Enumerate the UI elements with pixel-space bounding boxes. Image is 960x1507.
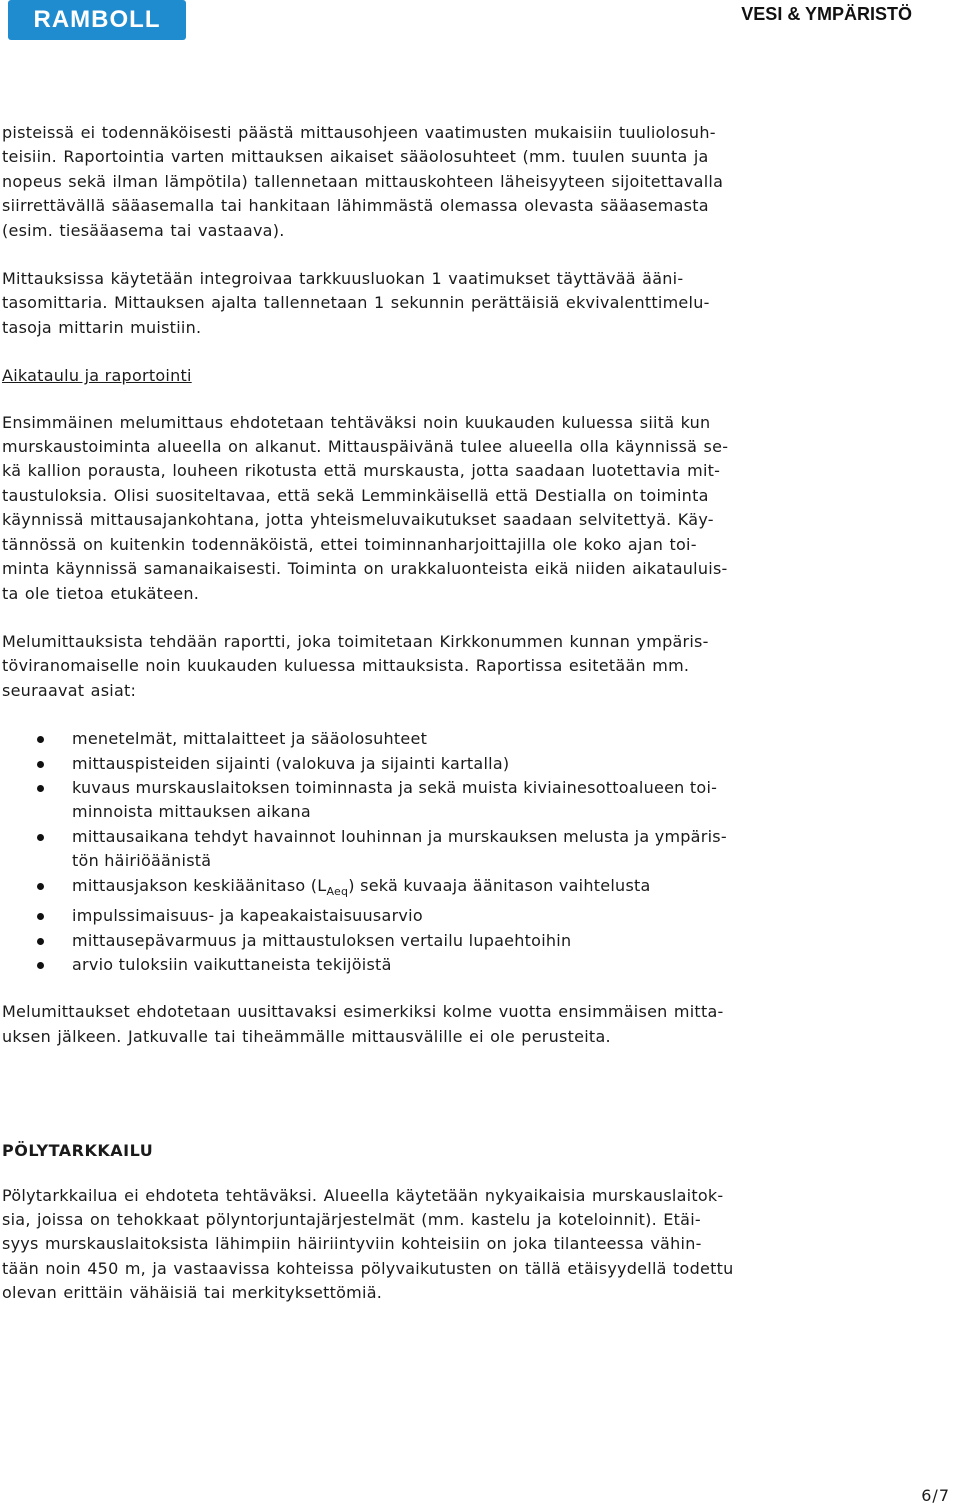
text-line: syys murskauslaitoksista lähimpiin häiriintyviin kohteisiin on joka tilanteessa vähin- bbox=[2, 1234, 702, 1254]
text-line: teisiin. Raportointia varten mittauksen aikaiset sääolosuhteet (mm. tuulen suunta ja bbox=[2, 147, 709, 167]
ramboll-logo: RAMBOLL bbox=[8, 0, 186, 40]
paragraph-report bbox=[2, 630, 875, 703]
text-line: Pölytarkkailua ei ehdoteta tehtäväksi. Alueella käytetään nykyaikaisia murskauslaitok- bbox=[2, 1185, 724, 1205]
paragraph-repeat bbox=[2, 1000, 875, 1049]
department-label: VESI & YMPÄRISTÖ bbox=[741, 4, 912, 24]
section-spacer bbox=[2, 1073, 875, 1139]
paragraph-weather bbox=[2, 121, 875, 243]
text-line: (esim. tiesääasema tai vastaava). bbox=[2, 220, 285, 240]
text-line: nopeus sekä ilman lämpötila) tallennetaan mittauskohteen läheisyyteen sijoitettavalla bbox=[2, 171, 724, 191]
list-item: mittauspisteiden sijainti (valokuva ja sijainti kartalla) bbox=[2, 752, 875, 776]
text-line: taustuloksia. Olisi suositeltavaa, että sekä Lemminkäisellä että Destialla on toiminta bbox=[2, 485, 709, 505]
report-contents-list bbox=[2, 727, 875, 977]
text-line: minta käynnissä samanaikaisesti. Toiminta on urakkaluonteista eikä niiden aikatauluis- bbox=[2, 559, 728, 579]
text-line: olevan erittäin vähäisiä tai merkityksettömiä. bbox=[2, 1283, 383, 1303]
list-item: mittausaikana tehdyt havainnot louhinnan ja murskauksen melusta ja ympäris- tön häiriöäänistä bbox=[2, 825, 875, 874]
text-line: Melumittaukset ehdotetaan uusittavaksi esimerkiksi kolme vuotta ensimmäisen mitta- bbox=[2, 1002, 724, 1022]
text-line: tasoja mittarin muistiin. bbox=[2, 317, 202, 337]
text-line: Mittauksissa käytetään integroivaa tarkkuusluokan 1 vaatimukset täyttävää ääni- bbox=[2, 269, 684, 289]
list-item: mittausepävarmuus ja mittaustuloksen vertailu lupaehtoihin bbox=[2, 929, 875, 953]
text-line: tännössä on kuitenkin todennäköistä, ettei toiminnanharjoittajilla ole koko ajan toi- bbox=[2, 534, 697, 554]
heading-schedule: Aikataulu ja raportointi bbox=[2, 366, 192, 386]
text-line: kä kallion porausta, louheen rikotusta että murskausta, jotta saadaan luotettavia mit- bbox=[2, 461, 721, 481]
list-item: kuvaus murskauslaitoksen toiminnasta ja sekä muista kiviainesottoalueen toi- minnoista mittauksen aikana bbox=[2, 776, 875, 825]
list-item: impulssimaisuus- ja kapeakaistaisuusarvio bbox=[2, 904, 875, 928]
list-item: arvio tuloksiin vaikuttaneista tekijöistä bbox=[2, 953, 875, 977]
text-line: seuraavat asiat: bbox=[2, 680, 137, 700]
list-item: menetelmät, mittalaitteet ja sääolosuhteet bbox=[2, 727, 875, 751]
text-line: tasomittaria. Mittauksen ajalta tallennetaan 1 sekunnin perättäisiä ekvivalenttimelu- bbox=[2, 293, 710, 313]
text-line: Melumittauksista tehdään raportti, joka toimitetaan Kirkkonummen kunnan ympäris- bbox=[2, 631, 709, 651]
page-number: 6/7 bbox=[921, 1486, 950, 1505]
paragraph-dust bbox=[2, 1184, 875, 1306]
text-line: uksen jälkeen. Jatkuvalle tai tiheämmälle mittausvälille ei ole perusteita. bbox=[2, 1026, 611, 1046]
text-line: siirrettävällä sääasemalla tai hankitaan lähimmästä olemassa olevasta sääasemasta bbox=[2, 196, 709, 216]
text-line: käynnissä mittausajankohtana, jotta yhteismeluvaikutukset saadaan selvitettyä. Käy- bbox=[2, 510, 714, 530]
text-line: sia, joissa on tehokkaat pölyntorjuntajärjestelmät (mm. kastelu ja koteloinnit). Etäi- bbox=[2, 1210, 701, 1229]
text-line: tään noin 450 m, ja vastaavissa kohteissa pölyvaikutusten on tällä etäisyydellä todettu bbox=[2, 1258, 734, 1278]
paragraph-schedule bbox=[2, 411, 875, 606]
paragraph-meter bbox=[2, 267, 875, 340]
text-line: pisteissä ei todennäköisesti päästä mittausohjeen vaatimusten mukaisiin tuuliolosuh- bbox=[2, 123, 716, 142]
heading-dust: PÖLYTARKKAILU bbox=[2, 1141, 154, 1161]
text-line: Ensimmäinen melumittaus ehdotetaan tehtäväksi noin kuukauden kuluessa siitä kun bbox=[2, 412, 711, 432]
text-line: ta ole tietoa etukäteen. bbox=[2, 583, 200, 603]
text-line: murskaustoiminta alueella on alkanut. Mittauspäivänä tulee alueella olla käynnissä se- bbox=[2, 437, 729, 457]
list-item-leq: mittausjakson keskiäänitaso $(L_{Aeq})$ sekä kuvaaja äänitason vaihtelusta bbox=[2, 874, 875, 905]
document-body bbox=[2, 121, 875, 1330]
text-line: töviranomaiselle noin kuukauden kuluessa mittauksista. Raportissa esitetään mm. bbox=[2, 656, 690, 676]
